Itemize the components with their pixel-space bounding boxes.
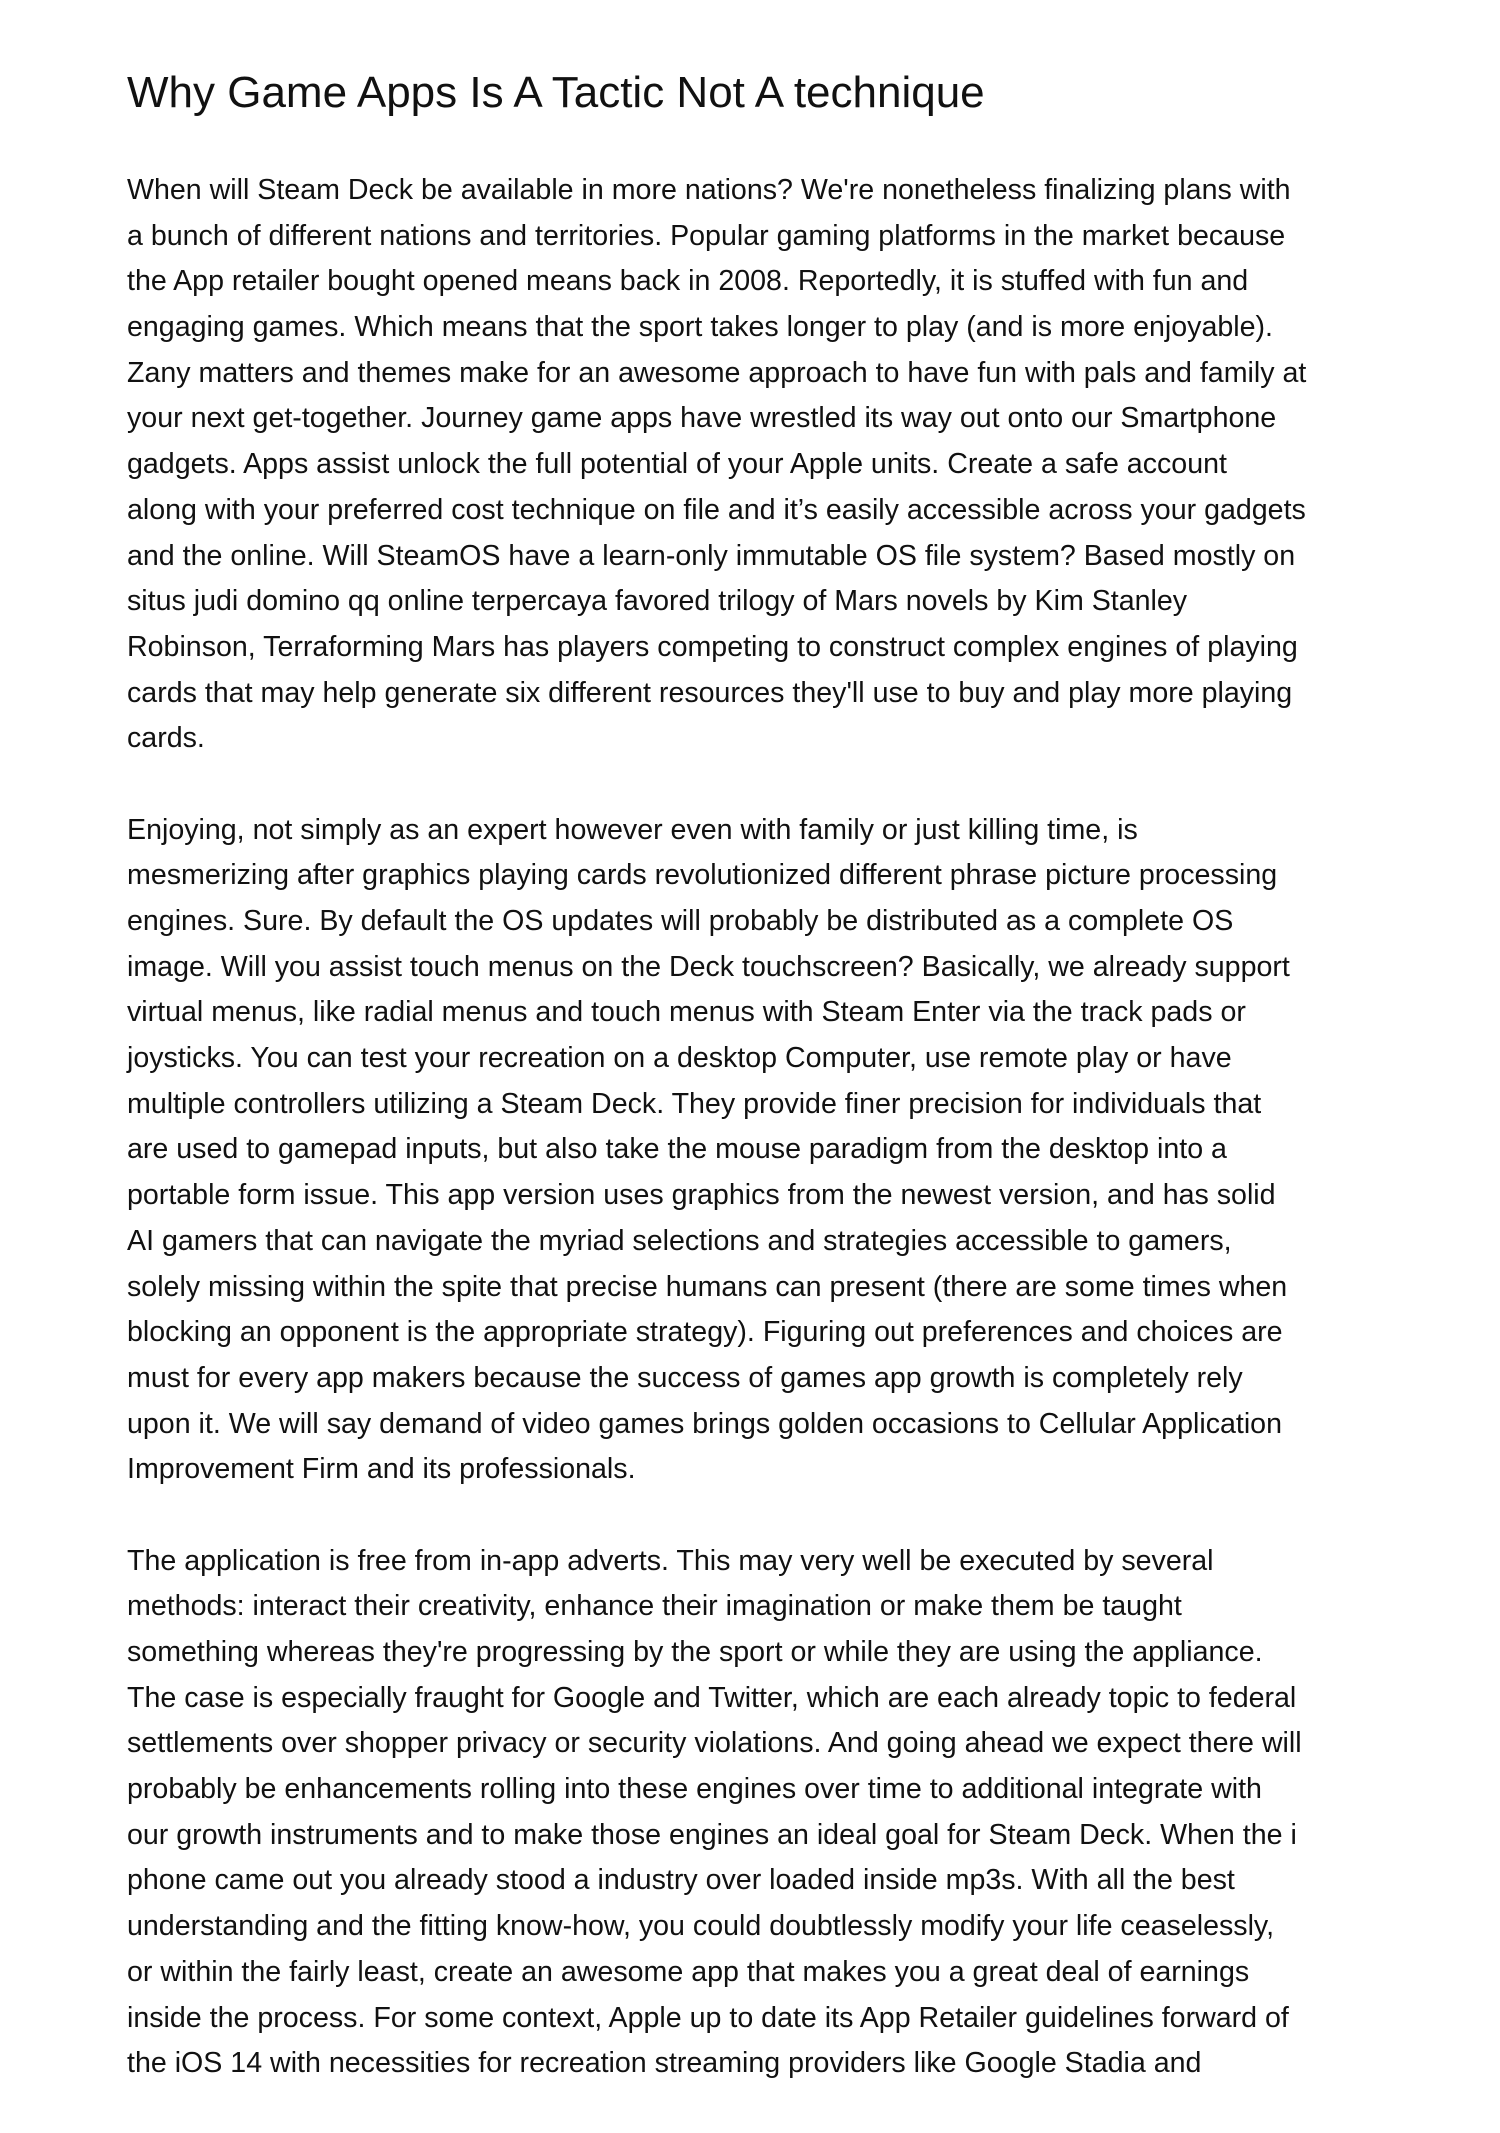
text-line: mesmerizing after graphics playing cards revolutionized different phrase picture processing (127, 859, 1278, 892)
text-line: understanding and the fitting know-how, you could doubtlessly modify your life ceaselessly, (127, 1910, 1275, 1943)
text-line: methods: interact their creativity, enhance their imagination or make them be taught (127, 1590, 1182, 1623)
text-line: portable form issue. This app version uses graphics from the newest version, and has solid (127, 1179, 1276, 1212)
text-line: Zany matters and themes make for an awesome approach to have fun with pals and family at (127, 356, 1307, 389)
text-line: our growth instruments and to make those engines an ideal goal for Steam Deck. When the i (127, 1818, 1297, 1851)
text-line: cards. (127, 722, 205, 755)
text-line: something whereas they're progressing by the sport or while they are using the appliance. (127, 1636, 1263, 1668)
text-line: Improvement Firm and its professionals. (127, 1453, 636, 1486)
text-line: blocking an opponent is the appropriate strategy). Figuring out preferences and choices are (127, 1316, 1283, 1349)
text-line: solely missing within the spite that precise humans can present (there are some times when (127, 1270, 1288, 1303)
text-line: engaging games. Which means that the sport takes longer to play (and is more enjoyable). (127, 311, 1273, 344)
text-line: are used to gamepad inputs, but also take the mouse paradigm from the desktop into a (127, 1133, 1227, 1166)
paragraph (127, 808, 1407, 1493)
text-line: or within the fairly least, create an awesome app that makes you a great deal of earnings (127, 1955, 1250, 1988)
text-line: AI gamers that can navigate the myriad selections and strategies accessible to gamers, (127, 1224, 1232, 1257)
paragraph (127, 168, 1407, 762)
text-line: The application is free from in-app adverts. This may very well be executed by several (127, 1544, 1214, 1577)
text-line: cards that may help generate six different resources they'll use to buy and play more playing (127, 676, 1293, 709)
text-line: and the online. Will SteamOS have a learn-only immutable OS file system? Based mostly on (127, 539, 1296, 572)
text-line: Enjoying, not simply as an expert however even with family or just killing time, is (127, 813, 1138, 846)
text-line: your next get-together. Journey game apps have wrestled its way out onto our Smartphone (127, 402, 1277, 435)
text-line: the App retailer bought opened means back in 2008. Reportedly, it is stuffed with fun and (127, 265, 1249, 298)
text-line: Robinson, Terraforming Mars has players competing to construct complex engines of playing (127, 630, 1298, 663)
text-line: image. Will you assist touch menus on the Deck touchscreen? Basically, we already support (127, 950, 1290, 983)
page-title: Why Game Apps Is A Tactic Not A technique (127, 68, 985, 117)
text-line: engines. Sure. By default the OS updates will probably be distributed as a complete OS (127, 905, 1234, 937)
text-line: must for every app makers because the success of games app growth is completely rely (127, 1361, 1243, 1394)
text-line: inside the process. For some context, Apple up to date its App Retailer guidelines forward of (127, 2001, 1289, 2034)
text-line: a bunch of different nations and territories. Popular gaming platforms in the market because (127, 219, 1286, 252)
text-line: situs judi domino qq online terpercaya favored trilogy of Mars novels by Kim Stanley (127, 585, 1188, 618)
text-line: virtual menus, like radial menus and touch menus with Steam Enter via the track pads or (127, 996, 1246, 1029)
text-line: joysticks. You can test your recreation on a desktop Computer, use remote play or have (127, 1042, 1232, 1075)
text-line: multiple controllers utilizing a Steam Deck. They provide finer precision for individuals that (127, 1087, 1262, 1120)
text-line: the iOS 14 with necessities for recreation streaming providers like Google Stadia and (127, 2047, 1202, 2080)
text-line: along with your preferred cost technique on file and it’s easily accessible across your gadgets (127, 493, 1306, 526)
text-line: upon it. We will say demand of video games brings golden occasions to Cellular Application (127, 1407, 1282, 1440)
paragraph (127, 1539, 1407, 2087)
text-line: The case is especially fraught for Google and Twitter, which are each already topic to federal (127, 1681, 1297, 1714)
text-line: When will Steam Deck be available in more nations? We're nonetheless finalizing plans with (127, 174, 1291, 206)
article-body (127, 168, 1407, 2133)
text-line: probably be enhancements rolling into these engines over time to additional integrate with (127, 1773, 1262, 1806)
text-line: settlements over shopper privacy or security violations. And going ahead we expect there will (127, 1727, 1302, 1760)
text-line: phone came out you already stood a industry over loaded inside mp3s. With all the best (127, 1864, 1235, 1897)
text-line: gadgets. Apps assist unlock the full potential of your Apple units. Create a safe account (127, 448, 1227, 481)
